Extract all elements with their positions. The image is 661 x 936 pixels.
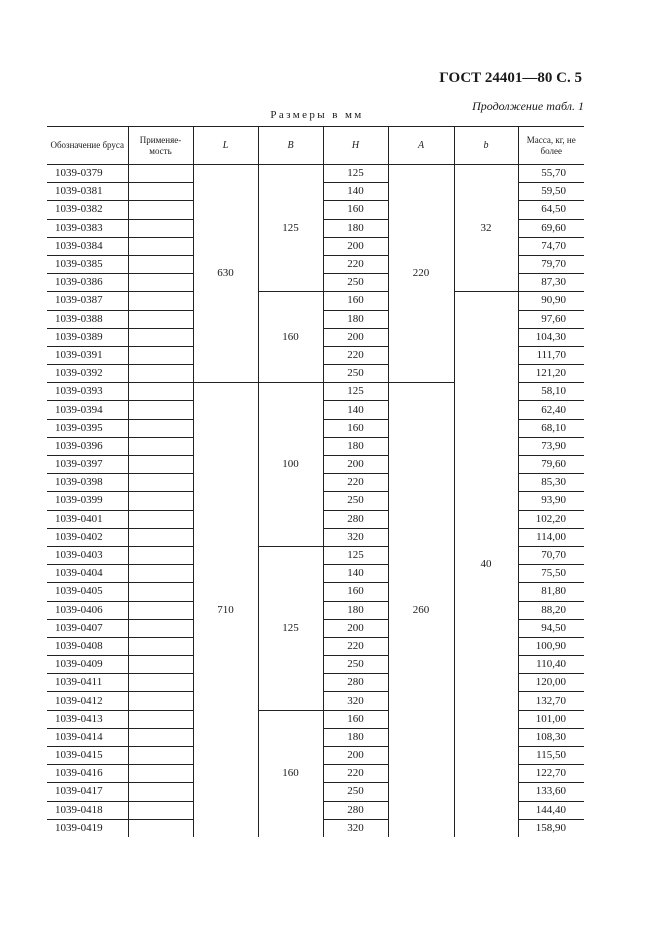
cell-mass: 102,20 <box>518 510 584 528</box>
col-header-designation: Обозначение бруса <box>47 127 128 165</box>
cell-mass: 144,40 <box>518 801 584 819</box>
cell-applicability <box>128 692 193 710</box>
col-header-H: H <box>323 127 388 165</box>
cell-designation: 1039-0385 <box>47 255 128 273</box>
cell-b: 40 <box>454 292 518 837</box>
table-body <box>47 165 584 837</box>
cell-designation: 1039-0409 <box>47 656 128 674</box>
cell-applicability <box>128 383 193 401</box>
cell-H: 180 <box>323 437 388 455</box>
cell-b: 32 <box>454 165 518 292</box>
cell-B: 125 <box>258 165 323 292</box>
cell-H: 250 <box>323 365 388 383</box>
cell-H: 180 <box>323 219 388 237</box>
cell-applicability <box>128 237 193 255</box>
cell-designation: 1039-0384 <box>47 237 128 255</box>
cell-mass: 120,00 <box>518 674 584 692</box>
cell-applicability <box>128 328 193 346</box>
cell-mass: 115,50 <box>518 747 584 765</box>
cell-H: 220 <box>323 255 388 273</box>
cell-H: 280 <box>323 510 388 528</box>
cell-designation: 1039-0404 <box>47 565 128 583</box>
cell-mass: 55,70 <box>518 165 584 183</box>
cell-designation: 1039-0383 <box>47 219 128 237</box>
cell-mass: 121,20 <box>518 365 584 383</box>
cell-mass: 85,30 <box>518 474 584 492</box>
cell-H: 140 <box>323 401 388 419</box>
cell-mass: 132,70 <box>518 692 584 710</box>
cell-designation: 1039-0414 <box>47 728 128 746</box>
cell-mass: 88,20 <box>518 601 584 619</box>
cell-applicability <box>128 255 193 273</box>
cell-H: 160 <box>323 292 388 310</box>
cell-H: 180 <box>323 310 388 328</box>
cell-designation: 1039-0388 <box>47 310 128 328</box>
cell-designation: 1039-0419 <box>55 821 103 834</box>
cell-designation: 1039-0396 <box>47 437 128 455</box>
cell-mass: 122,70 <box>518 765 584 783</box>
table-row <box>47 165 584 183</box>
cell-H: 220 <box>323 346 388 364</box>
cell-applicability <box>128 456 193 474</box>
cell-H: 320 <box>323 819 388 837</box>
cell-designation: 1039-0392 <box>47 365 128 383</box>
cell-H: 125 <box>323 383 388 401</box>
cell-applicability <box>128 474 193 492</box>
cell-A: 220 <box>388 165 454 383</box>
cell-designation: 1039-0413 <box>47 710 128 728</box>
cell-applicability <box>128 365 193 383</box>
cell-H: 200 <box>323 747 388 765</box>
cell-mass: 111,70 <box>518 346 584 364</box>
cell-mass: 68,10 <box>518 419 584 437</box>
cell-H: 125 <box>323 165 388 183</box>
cell-applicability <box>128 310 193 328</box>
col-header-mass: Масса, кг, не более <box>518 127 584 165</box>
cell-H: 180 <box>323 728 388 746</box>
cell-applicability <box>128 183 193 201</box>
cell-applicability <box>128 419 193 437</box>
cell-mass: 114,00 <box>518 528 584 546</box>
cell-H: 160 <box>323 710 388 728</box>
cell-mass: 73,90 <box>518 437 584 455</box>
cell-mass: 94,50 <box>518 619 584 637</box>
col-header-B: B <box>258 127 323 165</box>
cell-applicability <box>128 546 193 564</box>
table-row <box>47 292 584 310</box>
cell-H: 200 <box>323 237 388 255</box>
cell-applicability <box>128 656 193 674</box>
cell-mass: 90,90 <box>518 292 584 310</box>
cell-designation: 1039-0417 <box>47 783 128 801</box>
cell-applicability <box>128 274 193 292</box>
cell-mass: 81,80 <box>518 583 584 601</box>
cell-H: 220 <box>323 474 388 492</box>
cell-H: 125 <box>323 546 388 564</box>
cell-applicability <box>128 437 193 455</box>
cell-applicability <box>128 492 193 510</box>
cell-applicability <box>128 201 193 219</box>
cell-mass: 75,50 <box>518 565 584 583</box>
cell-designation: 1039-0416 <box>47 765 128 783</box>
cell-applicability <box>128 819 193 837</box>
cell-applicability <box>128 401 193 419</box>
standard-header: ГОСТ 24401—80 С. 5 <box>439 70 582 86</box>
col-header-A: A <box>388 127 454 165</box>
cell-mass: 70,70 <box>518 546 584 564</box>
cell-designation: 1039-0406 <box>47 601 128 619</box>
cell-H: 250 <box>323 656 388 674</box>
cell-designation: 1039-0399 <box>47 492 128 510</box>
cell-H: 280 <box>323 674 388 692</box>
cell-applicability <box>128 747 193 765</box>
cell-applicability <box>128 165 193 183</box>
cell-H: 160 <box>323 201 388 219</box>
cell-mass: 74,70 <box>518 237 584 255</box>
cell-applicability <box>128 728 193 746</box>
cell-designation: 1039-0381 <box>47 183 128 201</box>
cell-H: 220 <box>323 637 388 655</box>
cell-applicability <box>128 619 193 637</box>
cell-applicability <box>128 674 193 692</box>
cell-designation: 1039-0411 <box>47 674 128 692</box>
cell-mass: 69,60 <box>518 219 584 237</box>
cell-applicability <box>128 565 193 583</box>
cell-designation: 1039-0418 <box>47 801 128 819</box>
cell-mass: 97,60 <box>518 310 584 328</box>
col-header-L: L <box>193 127 258 165</box>
cell-designation: 1039-0407 <box>47 619 128 637</box>
cell-mass: 93,90 <box>518 492 584 510</box>
cell-H: 200 <box>323 328 388 346</box>
cell-mass: 64,50 <box>518 201 584 219</box>
cell-mass: 59,50 <box>518 183 584 201</box>
cell-designation: 1039-0403 <box>47 546 128 564</box>
cell-applicability <box>128 801 193 819</box>
cell-mass: 79,70 <box>518 255 584 273</box>
cell-A: 260 <box>388 383 454 837</box>
cell-applicability <box>128 765 193 783</box>
cell-H: 200 <box>323 456 388 474</box>
cell-designation: 1039-0382 <box>47 201 128 219</box>
cell-H: 250 <box>323 492 388 510</box>
cell-H: 250 <box>323 274 388 292</box>
cell-mass: 158,90 <box>518 819 584 837</box>
cell-applicability <box>128 510 193 528</box>
cell-mass: 79,60 <box>518 456 584 474</box>
table-continuation-note: Продолжение табл. 1 <box>472 99 584 113</box>
cell-designation: 1039-0408 <box>47 637 128 655</box>
cell-H: 160 <box>323 419 388 437</box>
cell-H: 160 <box>323 583 388 601</box>
cell-H: 140 <box>323 565 388 583</box>
cell-H: 140 <box>323 183 388 201</box>
cell-mass: 133,60 <box>518 783 584 801</box>
cell-H: 250 <box>323 783 388 801</box>
cell-designation: 1039-0397 <box>47 456 128 474</box>
cell-H: 320 <box>323 692 388 710</box>
cell-designation: 1039-0386 <box>47 274 128 292</box>
cell-designation: 1039-0394 <box>47 401 128 419</box>
cell-mass: 62,40 <box>518 401 584 419</box>
cell-applicability <box>128 583 193 601</box>
cell-H: 200 <box>323 619 388 637</box>
cell-L: 630 <box>193 165 258 383</box>
dimensions-table <box>47 126 584 837</box>
col-header-b: b <box>454 127 518 165</box>
cell-designation: 1039-0389 <box>47 328 128 346</box>
cell-B: 125 <box>258 546 323 710</box>
cell-designation: 1039-0391 <box>47 346 128 364</box>
cell-mass: 104,30 <box>518 328 584 346</box>
cell-designation: 1039-0402 <box>47 528 128 546</box>
cell-L: 710 <box>193 383 258 837</box>
dimensions-caption: Размеры в мм <box>270 109 364 121</box>
cell-designation: 1039-0401 <box>47 510 128 528</box>
cell-mass: 58,10 <box>518 383 584 401</box>
cell-applicability <box>128 783 193 801</box>
cell-H: 320 <box>323 528 388 546</box>
cell-designation: 1039-0415 <box>47 747 128 765</box>
cell-applicability <box>128 637 193 655</box>
cell-B: 160 <box>258 710 323 837</box>
cell-B: 100 <box>258 383 323 547</box>
cell-mass: 110,40 <box>518 656 584 674</box>
cell-designation: 1039-0395 <box>47 419 128 437</box>
cell-designation: 1039-0393 <box>47 383 128 401</box>
cell-applicability <box>128 710 193 728</box>
cell-designation: 1039-0398 <box>47 474 128 492</box>
cell-H: 280 <box>323 801 388 819</box>
cell-applicability <box>128 219 193 237</box>
cell-B: 160 <box>258 292 323 383</box>
cell-mass: 87,30 <box>518 274 584 292</box>
cell-mass: 108,30 <box>518 728 584 746</box>
cell-H: 180 <box>323 601 388 619</box>
cell-mass: 100,90 <box>518 637 584 655</box>
col-header-applicability: Применяе- мость <box>128 127 193 165</box>
cell-mass: 101,00 <box>518 710 584 728</box>
cell-applicability <box>128 528 193 546</box>
cell-designation: 1039-0387 <box>47 292 128 310</box>
cell-H: 220 <box>323 765 388 783</box>
cell-designation: 1039-0379 <box>47 165 128 183</box>
cell-applicability <box>128 292 193 310</box>
cell-applicability <box>128 601 193 619</box>
cell-applicability <box>128 346 193 364</box>
cell-designation: 1039-0405 <box>47 583 128 601</box>
table-header-row <box>47 127 584 165</box>
cell-designation: 1039-0412 <box>47 692 128 710</box>
